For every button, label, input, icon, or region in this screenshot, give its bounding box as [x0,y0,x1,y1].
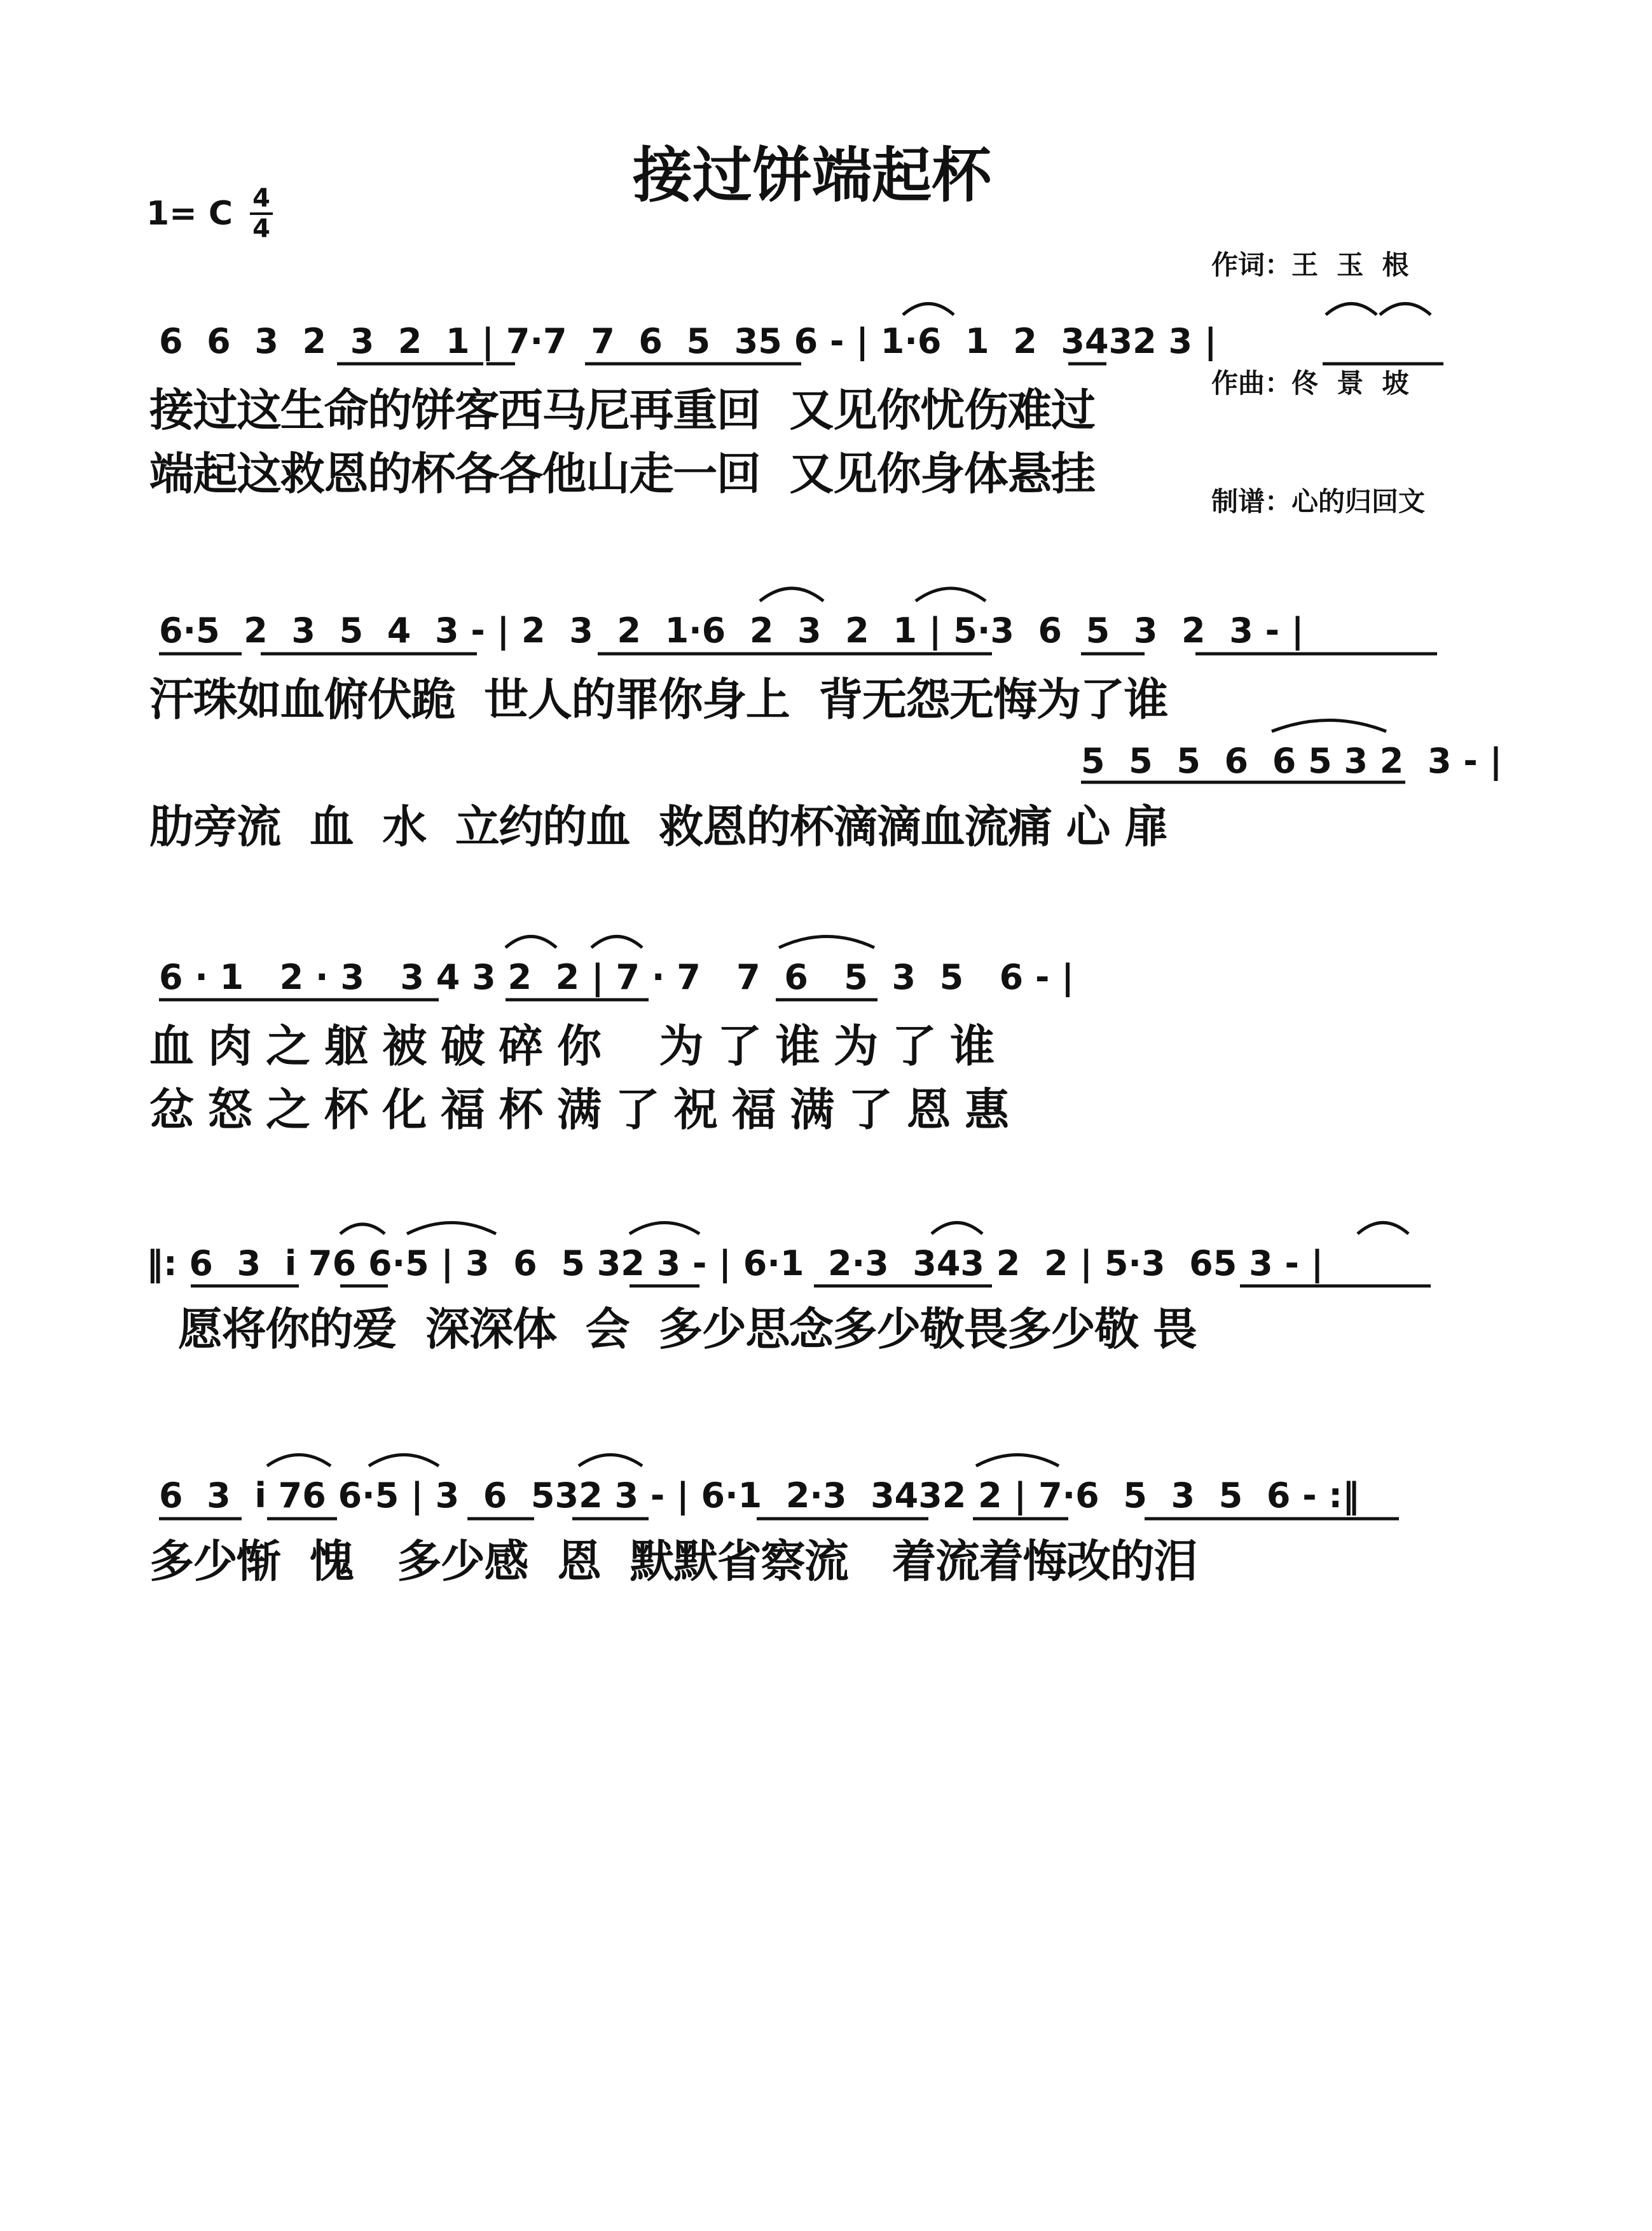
song-title: 接过饼端起杯 [633,141,992,211]
system-3-lyric-verse1: 血 肉 之 躯 被 破 碎 你 为 了 谁 为 了 谁 [149,1020,994,1072]
slur-arc [591,937,642,948]
slur-arc [407,1223,496,1234]
time-sig-numerator: 4 [252,184,270,213]
system-5-notes: 6 3 i 76 6·5 | 3 6 532 3 - | 6·1 2·3 3432 2 | 7·6 5 3 5 6 - :‖ [159,1475,1360,1516]
slur-arc [903,304,954,315]
system-2-alt-notes: 5 5 5 6 6 5 3 2 3 - | [1081,741,1503,781]
slur-arc [932,1223,982,1234]
lyricist-credit: 作词：王 玉 根 [1211,249,1409,280]
slur-arc [369,1455,439,1467]
composer-credit: 作曲：佟 景 坡 [1211,368,1409,399]
slur-arc [579,1455,642,1467]
slur-arc [1326,304,1377,315]
system-2-lyric-verse1: 汗珠如血俯伏跪 世人的罪你身上 背无怨无悔为了谁 [149,673,1168,726]
slur-arc [1272,721,1386,732]
slur-arc [760,588,823,601]
transcriber-credit: 制谱：心的归回文 [1211,486,1426,517]
system-1-lyric-verse2: 端起这救恩的杯各各他山走一回 又见你身体悬挂 [149,448,1095,500]
slur-arc [630,1223,699,1234]
system-1-notes: 6 6 3 2 3 2 1 | 7·7 7 6 5 35 6 - | 1·6 1 2 3432 3 | [159,321,1217,361]
key-signature: 1= C [146,195,233,233]
slur-arc [976,1455,1059,1467]
time-sig-denominator: 4 [252,214,270,244]
slur-arc [340,1224,385,1234]
system-3-notes: 6 · 1 2 · 3 3 4 3 2 2 | 7 · 7 7 6 5 3 5 6 - | [159,957,1074,997]
system-3-lyric-verse2: 忿 怒 之 杯 化 福 杯 满 了 祝 福 满 了 恩 惠 [149,1084,1008,1136]
system-4-lyric-verse1: 愿将你的爱 深深体 会 多少思念多少敬畏多少敬 畏 [178,1303,1197,1355]
system-1-lyric-verse1: 接过这生命的饼客西马尼再重回 又见你忧伤难过 [149,384,1095,436]
system-4-notes: ‖: 6 3 i 76 6·5 | 3 6 5 32 3 - | 6·1 2·3 343 2 2 | 5·3 65 3 - | [146,1243,1324,1283]
slur-arc [267,1455,331,1467]
slur-arc [779,937,874,948]
system-2-notes: 6·5 2 3 5 4 3 - | 2 3 2 1·6 2 3 2 1 | 5·3 6 5 3 2 3 - | [159,611,1304,651]
system-5-lyric-verse1: 多少惭 愧 多少感 恩 默默省察流 着流着悔改的泪 [149,1535,1197,1587]
system-2-alt-lyric: 肋旁流 血 水 立约的血 救恩的杯滴滴血流痛 心 扉 [149,801,1168,853]
slur-arc [916,588,986,601]
slur-arc [1380,304,1431,315]
slur-arc [1358,1223,1408,1234]
slur-arc [506,937,556,948]
